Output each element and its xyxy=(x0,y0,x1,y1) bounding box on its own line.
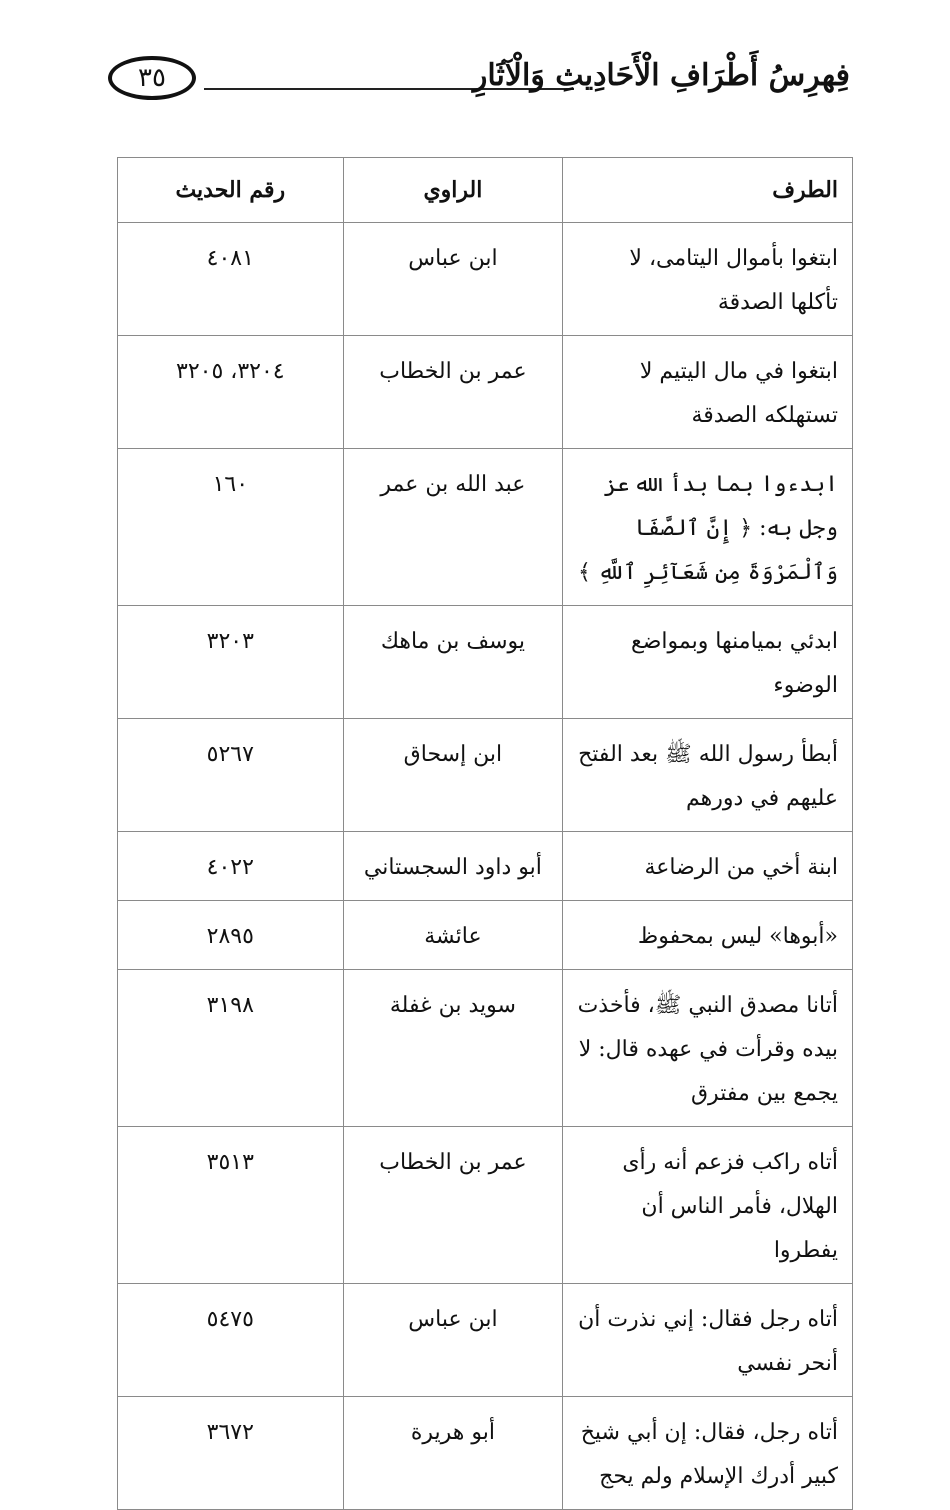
cell-number: ٣٢٠٣ xyxy=(118,606,344,719)
cell-number: ٤٠٨١ xyxy=(118,223,344,336)
table-row xyxy=(118,719,853,832)
table-row xyxy=(118,336,853,449)
cell-rawi: ابن عباس xyxy=(343,223,563,336)
cell-rawi: يوسف بن ماهك xyxy=(343,606,563,719)
cell-rawi: عمر بن الخطاب xyxy=(343,1127,563,1284)
table-row xyxy=(118,1397,853,1510)
cell-number: ٣٢٠٤، ٣٢٠٥ xyxy=(118,336,344,449)
cell-tarf: ابنة أخي من الرضاعة xyxy=(563,832,853,901)
cell-tarf: ابدءوا بما بدأ الله عز وجل به: ﴿ إِنَّ ٱلصَّفَا وَٱلْمَرْوَةَ مِن شَعَآئِرِ ٱللَّهِ ﴾ xyxy=(563,449,853,606)
cell-number: ٥٤٧٥ xyxy=(118,1284,344,1397)
cell-tarf: أتاه راكب فزعم أنه رأى الهلال، فأمر الناس أن يفطروا xyxy=(563,1127,853,1284)
cell-number: ٤٠٢٢ xyxy=(118,832,344,901)
cell-tarf: ابتغوا بأموال اليتامى، لا تأكلها الصدقة xyxy=(563,223,853,336)
table-row xyxy=(118,606,853,719)
cell-number: ١٦٠ xyxy=(118,449,344,606)
header-tarf: الطرف xyxy=(563,158,853,223)
cell-tarf: أتاه رجل، فقال: إن أبي شيخ كبير أدرك الإسلام ولم يحج xyxy=(563,1397,853,1510)
cell-tarf: أبطأ رسول الله ﷺ بعد الفتح عليهم في دورهم xyxy=(563,719,853,832)
header-rawi: الراوي xyxy=(343,158,563,223)
cell-tarf: ابدئي بميامنها وبمواضع الوضوء xyxy=(563,606,853,719)
cell-rawi: أبو هريرة xyxy=(343,1397,563,1510)
hadith-index-table xyxy=(117,157,853,1510)
cell-rawi: سويد بن غفلة xyxy=(343,970,563,1127)
page-header xyxy=(108,50,850,110)
table-row xyxy=(118,832,853,901)
table-row xyxy=(118,1284,853,1397)
table-header-row xyxy=(118,158,853,223)
table-row xyxy=(118,901,853,970)
cell-rawi: ابن عباس xyxy=(343,1284,563,1397)
cell-number: ٢٨٩٥ xyxy=(118,901,344,970)
table-row xyxy=(118,970,853,1127)
cell-tarf: ابتغوا في مال اليتيم لا تستهلكه الصدقة xyxy=(563,336,853,449)
header-number: رقم الحديث xyxy=(118,158,344,223)
table-row xyxy=(118,1127,853,1284)
cell-rawi: عبد الله بن عمر xyxy=(343,449,563,606)
cell-rawi: ابن إسحاق xyxy=(343,719,563,832)
page-title: فِهرِسُ أَطْرَافِ الْأَحَادِيثِ وَالْآثَارِ xyxy=(472,58,850,93)
table-row xyxy=(118,223,853,336)
cell-tarf: أتاه رجل فقال: إني نذرت أن أنحر نفسي xyxy=(563,1284,853,1397)
cell-number: ٣٥١٣ xyxy=(118,1127,344,1284)
cell-tarf: «أبوها» ليس بمحفوظ xyxy=(563,901,853,970)
cell-number: ٥٢٦٧ xyxy=(118,719,344,832)
cell-rawi: عائشة xyxy=(343,901,563,970)
cell-rawi: عمر بن الخطاب xyxy=(343,336,563,449)
page-number: ٣٥ xyxy=(108,56,196,100)
cell-tarf: أتانا مصدق النبي ﷺ، فأخذت بيده وقرأت في عهده قال: لا يجمع بين مفترق xyxy=(563,970,853,1127)
table-row xyxy=(118,449,853,606)
cell-rawi: أبو داود السجستاني xyxy=(343,832,563,901)
cell-number: ٣١٩٨ xyxy=(118,970,344,1127)
cell-number: ٣٦٧٢ xyxy=(118,1397,344,1510)
